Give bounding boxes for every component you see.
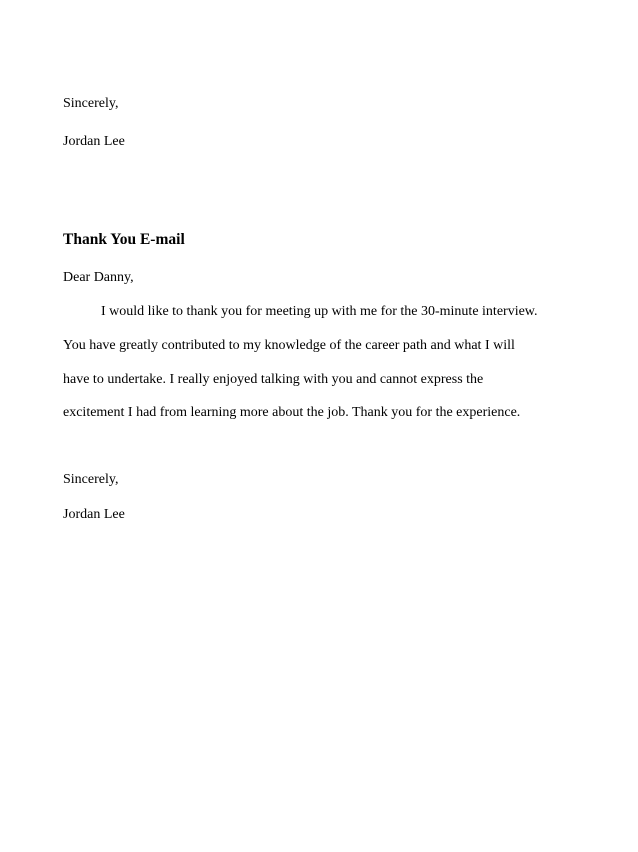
email-body-line-1: I would like to thank you for meeting up with me for the 30-minute interview. [101,304,538,319]
prior-letter-closing: Sincerely, [63,96,119,111]
email-heading: Thank You E-mail [63,231,185,248]
prior-letter-signature: Jordan Lee [63,134,125,149]
email-closing: Sincerely, [63,472,119,487]
email-signature: Jordan Lee [63,507,125,522]
email-body-line-2: You have greatly contributed to my knowledge of the career path and what I will [63,338,515,353]
email-body-line-3: have to undertake. I really enjoyed talking with you and cannot express the [63,372,484,387]
email-salutation: Dear Danny, [63,270,134,285]
email-body-line-4: excitement I had from learning more about the job. Thank you for the experience. [63,405,521,420]
